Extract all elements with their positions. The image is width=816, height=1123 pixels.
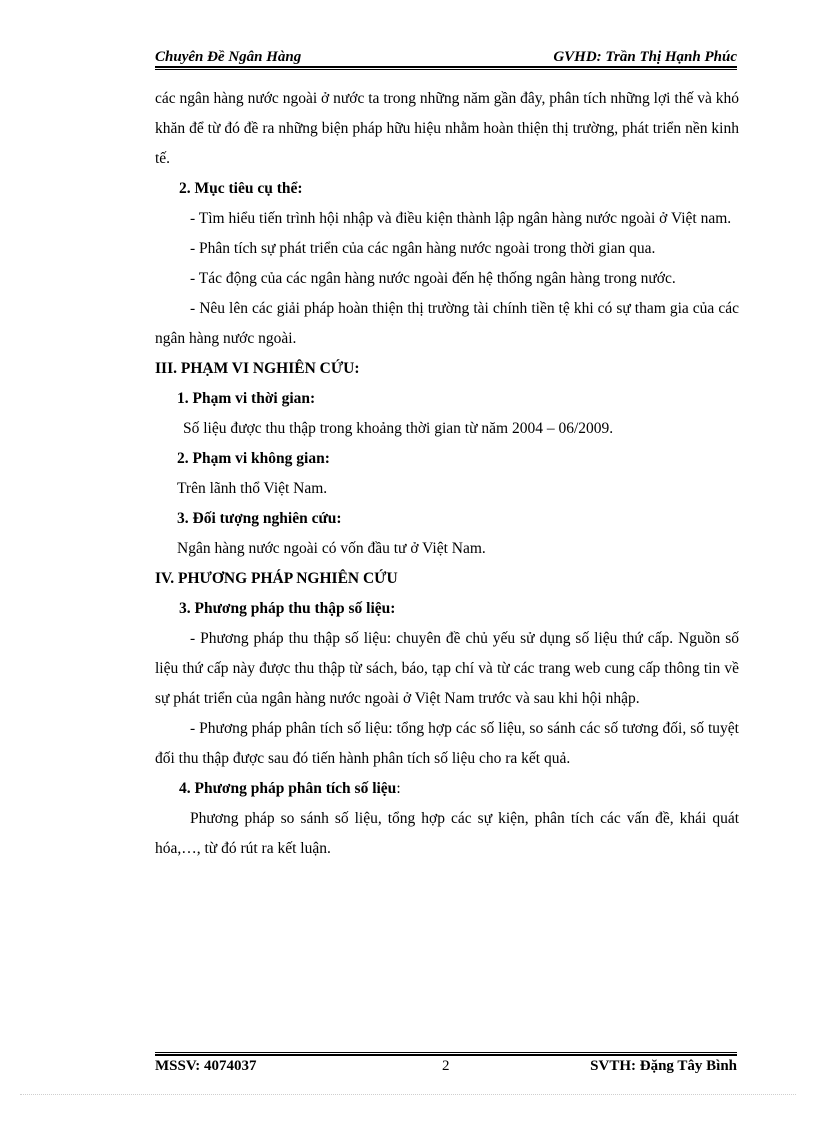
scope-space-text: Trên lãnh thổ Việt Nam.	[177, 480, 328, 497]
footer-student-id: MSSV: 4074037	[155, 1058, 257, 1074]
objective-item-3: - Tác động của các ngân hàng nước ngoài đến hệ thống ngân hàng trong nước.	[190, 270, 676, 287]
header-divider	[155, 66, 737, 70]
footer-student-name: SVTH: Đặng Tây Bình	[590, 1058, 737, 1074]
scope-space-heading: 2. Phạm vi không gian:	[177, 450, 330, 467]
footer-divider	[155, 1052, 737, 1056]
page-footer	[155, 1058, 737, 1076]
data-analysis-text: - Phương pháp phân tích số liệu: tổng hợp các số liệu, so sánh các số tương đối, số tuyệt đối thu thập được sau đó tiến hành phân tích số liệu cho ra kết quả.	[155, 720, 739, 767]
objective-item-2: - Phân tích sự phát triển của các ngân hàng nước ngoài trong thời gian qua.	[190, 240, 656, 257]
page-edge-divider	[20, 1094, 796, 1095]
data-analysis-heading-label: 4. Phương pháp phân tích số liệu	[179, 780, 397, 797]
data-analysis-heading-colon: :	[396, 780, 401, 797]
objective-item-1: - Tìm hiểu tiến trình hội nhập và điều kiện thành lập ngân hàng nước ngoài ở Việt nam.	[190, 210, 732, 227]
document-body	[155, 84, 739, 864]
header-course-title: Chuyên Đề Ngân Hàng	[155, 49, 302, 65]
scope-time-text: Số liệu được thu thập trong khoảng thời gian từ năm 2004 – 06/2009.	[183, 420, 614, 437]
data-collection-heading: 3. Phương pháp thu thập số liệu:	[179, 600, 396, 617]
page-number: 2	[442, 1058, 450, 1074]
header-advisor: GVHD: Trần Thị Hạnh Phúc	[553, 49, 737, 65]
objective-item-4: - Nêu lên các giải pháp hoàn thiện thị trường tài chính tiền tệ khi có sự tham gia của các ngân hàng nước ngoài.	[155, 300, 739, 347]
data-analysis-method-text: Phương pháp so sánh số liệu, tổng hợp các sự kiện, phân tích các vấn đề, khái quát hóa,…, từ đó rút ra kết luận.	[155, 810, 739, 857]
section-iii-heading: III. PHẠM VI NGHIÊN CỨU:	[155, 360, 360, 377]
page-header	[155, 49, 737, 67]
scope-time-heading: 1. Phạm vi thời gian:	[177, 390, 316, 407]
intro-paragraph: các ngân hàng nước ngoài ở nước ta trong những năm gần đây, phân tích những lợi thế và khó khăn để từ đó đề ra những biện pháp hữu hiệu nhằm hoàn thiện thị trường, phát triển nền kinh tế.	[155, 90, 739, 167]
research-object-text: Ngân hàng nước ngoài có vốn đầu tư ở Việt Nam.	[177, 540, 486, 557]
research-object-heading: 3. Đối tượng nghiên cứu:	[177, 510, 342, 527]
section-2-heading: 2. Mục tiêu cụ thể:	[179, 180, 303, 197]
section-iv-heading: IV. PHƯƠNG PHÁP NGHIÊN CỨU	[155, 570, 398, 587]
data-analysis-heading	[155, 774, 739, 804]
data-collection-text: - Phương pháp thu thập số liệu: chuyên đề chủ yếu sử dụng số liệu thứ cấp. Nguồn số liệu thứ cấp này được thu thập từ sách, báo, tạp chí và từ các trang web cung cấp thông tin về sự phát triển của ngân hàng nước ngoài ở Việt Nam trước và sau khi hội nhập.	[155, 630, 739, 707]
